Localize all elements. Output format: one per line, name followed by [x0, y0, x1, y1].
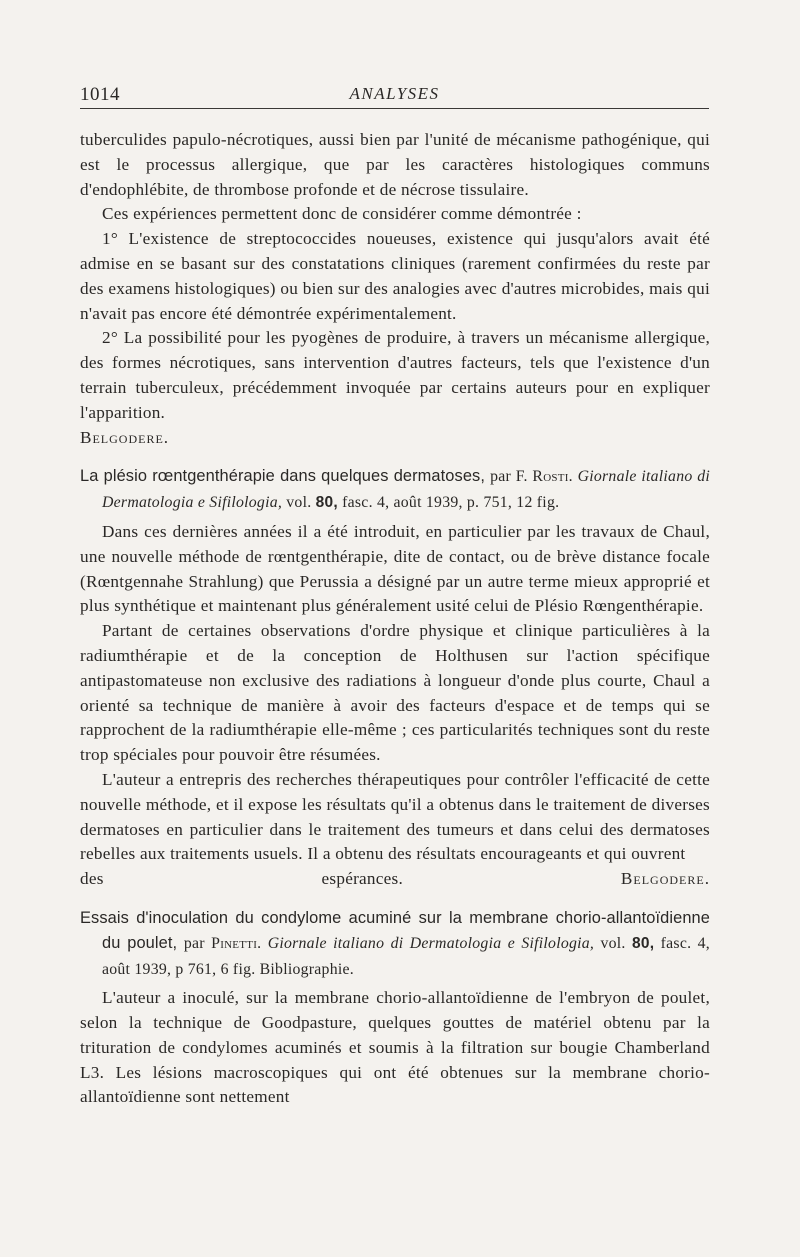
- signature: Belgodere.: [620, 869, 711, 889]
- volume-number: 80,: [631, 934, 655, 952]
- byline: par Pinetti. Giornale italiano di Dermatologia e Sifilologia, vol. 80, fasc. 4, août 1939, p 761, 6 fig. Bibliographie.: [102, 934, 710, 978]
- article-heading: [80, 464, 710, 516]
- paragraph: 1° L'existence de streptococcides noueuses, existence qui jusqu'alors avait été admise en se basant sur des constatations cliniques (rarement confirmées du reste par des examens histologiques) ou bien sur des analogies avec d'autres microbides, mais qui n'avait pas encore été démontrée expérimentalement.: [80, 229, 710, 323]
- page-header: [80, 84, 709, 109]
- paragraph: tuberculides papulo-nécrotiques, aussi bien par l'unité de mécanisme pathogénique, qui est le processus allergique, que par les caractères histologiques communs d'endophlébite, de thrombose profonde et de nécrose tissulaire.: [80, 130, 710, 199]
- signature: Belgodere.: [80, 427, 170, 447]
- page-number: 1014: [80, 84, 120, 105]
- author: Pinetti.: [211, 934, 262, 952]
- journal-name: Giornale italiano di Dermatologia e Sifilologia,: [102, 468, 710, 512]
- paragraph: Dans ces dernières années il a été introduit, en particulier par les travaux de Chaul, une nouvelle méthode de rœntgenthérapie, dite de contact, ou de brève distance focale (Rœntgennahe Strahlung) que Perussia a désigné par un autre terme mieux approprié et plus synthétique et maintenant plus généralement usité celui de Plésio Rœngenthérapie.: [80, 521, 710, 616]
- closing-line: des espérances. Belgodere.: [80, 869, 711, 889]
- paragraph: Partant de certaines observations d'ordre physique et clinique particulières à la radiumthérapie et de la conception de Holthusen sur l'action spécifique antipastomateuse non exclusive des radiations à longueur d'onde plus courte, Chaul a orienté sa technique de manière à avoir des facteurs d'espace et de temps qui se rapprochent de la radiumthérapie elle-même ; ces particularités techniques sont du reste trop spéciales pour pouvoir être résumées.: [80, 621, 710, 765]
- byline: par F. Rosti. Giornale italiano di Dermatologia e Sifilologia, vol. 80, fasc. 4, août 1939, p. 751, 12 fig.: [102, 468, 710, 512]
- paragraph: Ces expériences permettent donc de considérer comme démontrée :: [102, 204, 582, 224]
- article-title: La plésio rœntgenthérapie dans quelques dermatoses,: [80, 467, 485, 486]
- article-title: Essais d'inoculation du condylome acuminé sur la membrane chorio-allantoïdienne du poulet,: [80, 908, 710, 952]
- author: F. Rosti.: [515, 468, 573, 486]
- paragraph: 2° La possibilité pour les pyogènes de produire, à travers un mécanisme allergique, des formes nécrotiques, sans intervention d'autres facteurs, tels que l'existence d'un terrain tuberculeux, précédemment invoquée par certains auteurs pour en expliquer l'apparition.: [80, 328, 710, 422]
- article-heading: [80, 906, 710, 982]
- journal-name: Giornale italiano di Dermatologia e Sifilologia,: [267, 934, 595, 952]
- running-title: ANALYSES: [349, 84, 440, 103]
- paragraph: L'auteur a entrepris des recherches thérapeutiques pour contrôler l'efficacité de cette nouvelle méthode, et il expose les résultats qu'il a obtenus dans le traitement de diverses dermatoses en particulier dans le traitement des tumeurs et dans celui des dermatoses rebelles aux traitements usuels. Il a obtenu des résultats encourageants et qui ouvrent: [80, 769, 710, 864]
- volume-number: 80,: [315, 494, 338, 512]
- page-body: [80, 128, 710, 1110]
- paragraph: L'auteur a inoculé, sur la membrane chorio-allantoïdienne de l'embryon de poulet, selon la technique de Goodpasture, quelques gouttes de matériel obtenu par la trituration de condylomes acuminés et soumis à la filtration sur bougie Chamberland L3. Les lésions macroscopiques qui ont été obtenues sur la membrane chorio-allantoïdienne sont nettement: [80, 988, 710, 1107]
